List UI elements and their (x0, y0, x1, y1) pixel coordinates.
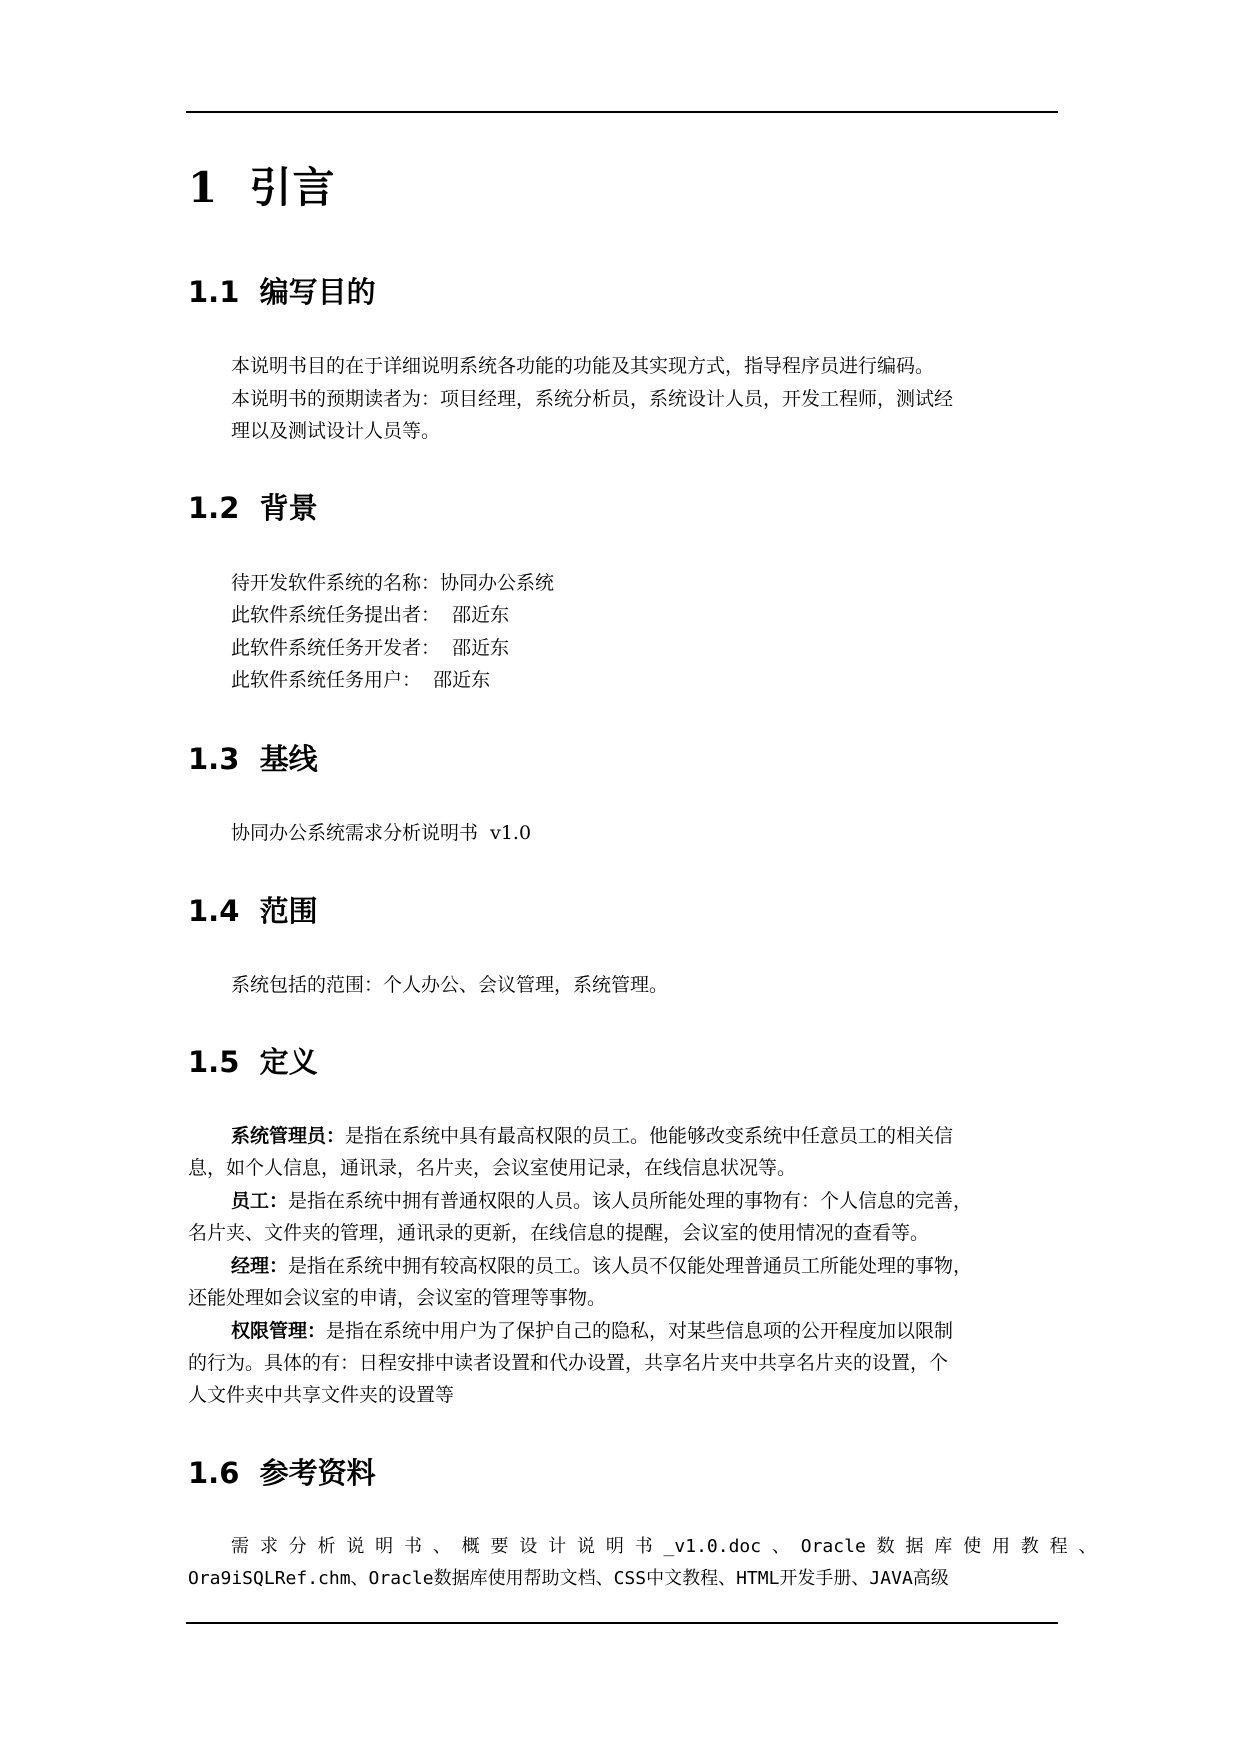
footer-rule (186, 1622, 1058, 1624)
chapter-number: 1 (188, 163, 219, 212)
paragraph-line: 本说明书目的在于详细说明系统各功能的功能及其实现方式，指导程序员进行编码。 (231, 355, 935, 377)
paragraph-line: 协同办公系统需求分析说明书 v1.0 (231, 822, 532, 844)
definition-line (231, 1185, 972, 1218)
paragraph-line: 需 求 分 析 说 明 书 、 概 要 设 计 说 明 书 _v1.0.doc 、 Oracle 数 据 库 使 用 教 程 、 (231, 1536, 1097, 1557)
paragraph-line: 此软件系统任务开发者： 邵近东 (231, 637, 510, 659)
definition-line (231, 1250, 972, 1283)
section-heading-1-4 (188, 892, 318, 930)
definition-term: 权限管理： (231, 1320, 327, 1342)
paragraph-line: 此软件系统任务用户： 邵近东 (231, 669, 491, 691)
section-title: 定义 (259, 1045, 318, 1079)
section-heading-1-1 (188, 273, 376, 311)
paragraph-line: 还能处理如会议室的申请，会议室的管理等事物。 (188, 1287, 607, 1309)
section-number: 1.3 (188, 742, 240, 776)
paragraph-line: 本说明书的预期读者为：项目经理，系统分析员，系统设计人员，开发工程师，测试经 (231, 388, 954, 410)
definition-line (231, 1315, 953, 1348)
paragraph-line: Ora9iSQLRef.chm、Oracle数据库使用帮助文档、CSS中文教程、HTML开发手册、JAVA高级 (188, 1568, 949, 1589)
section-number: 1.1 (188, 275, 240, 309)
definition-term: 系统管理员： (231, 1125, 346, 1147)
chapter-title: 引言 (249, 163, 336, 212)
paragraph-line: 待开发软件系统的名称：协同办公系统 (231, 572, 555, 594)
section-title: 参考资料 (259, 1456, 376, 1490)
section-number: 1.6 (188, 1456, 240, 1490)
paragraph-line: 名片夹、文件夹的管理，通讯录的更新，在线信息的提醒，会议室的使用情况的查看等。 (188, 1222, 930, 1244)
section-heading-1-5 (188, 1043, 318, 1081)
definition-text: 是指在系统中具有最高权限的员工。他能够改变系统中任意员工的相关信 (345, 1125, 954, 1147)
definition-term: 员工： (231, 1190, 289, 1212)
section-heading-1-2 (188, 489, 318, 527)
section-title: 范围 (259, 894, 318, 928)
section-heading-1-3 (188, 740, 318, 778)
definition-text: 是指在系统中用户为了保护自己的隐私，对某些信息项的公开程度加以限制 (326, 1320, 954, 1342)
section-number: 1.5 (188, 1045, 240, 1079)
paragraph-line: 此软件系统任务提出者： 邵近东 (231, 604, 510, 626)
definition-text: 是指在系统中拥有普通权限的人员。该人员所能处理的事物有：个人信息的完善， (288, 1190, 973, 1212)
definition-line (231, 1120, 953, 1153)
paragraph-line: 人文件夹中共享文件夹的设置等 (188, 1384, 455, 1406)
paragraph-line: 理以及测试设计人员等。 (231, 420, 441, 442)
chapter-heading (188, 160, 336, 216)
section-number: 1.2 (188, 491, 240, 525)
paragraph-line: 的行为。具体的有：日程安排中读者设置和代办设置，共享名片夹中共享名片夹的设置，个 (188, 1352, 949, 1374)
paragraph-line: 系统包括的范围：个人办公、会议管理，系统管理。 (231, 974, 669, 996)
section-number: 1.4 (188, 894, 240, 928)
definition-text: 是指在系统中拥有较高权限的员工。该人员不仅能处理普通员工所能处理的事物， (288, 1255, 973, 1277)
paragraph-line: 息，如个人信息，通讯录，名片夹，会议室使用记录，在线信息状况等。 (188, 1157, 797, 1179)
definition-term: 经理： (231, 1255, 289, 1277)
section-title: 基线 (259, 742, 318, 776)
section-title: 背景 (259, 491, 318, 525)
section-title: 编写目的 (259, 275, 376, 309)
header-rule (186, 111, 1058, 113)
section-heading-1-6 (188, 1454, 376, 1492)
